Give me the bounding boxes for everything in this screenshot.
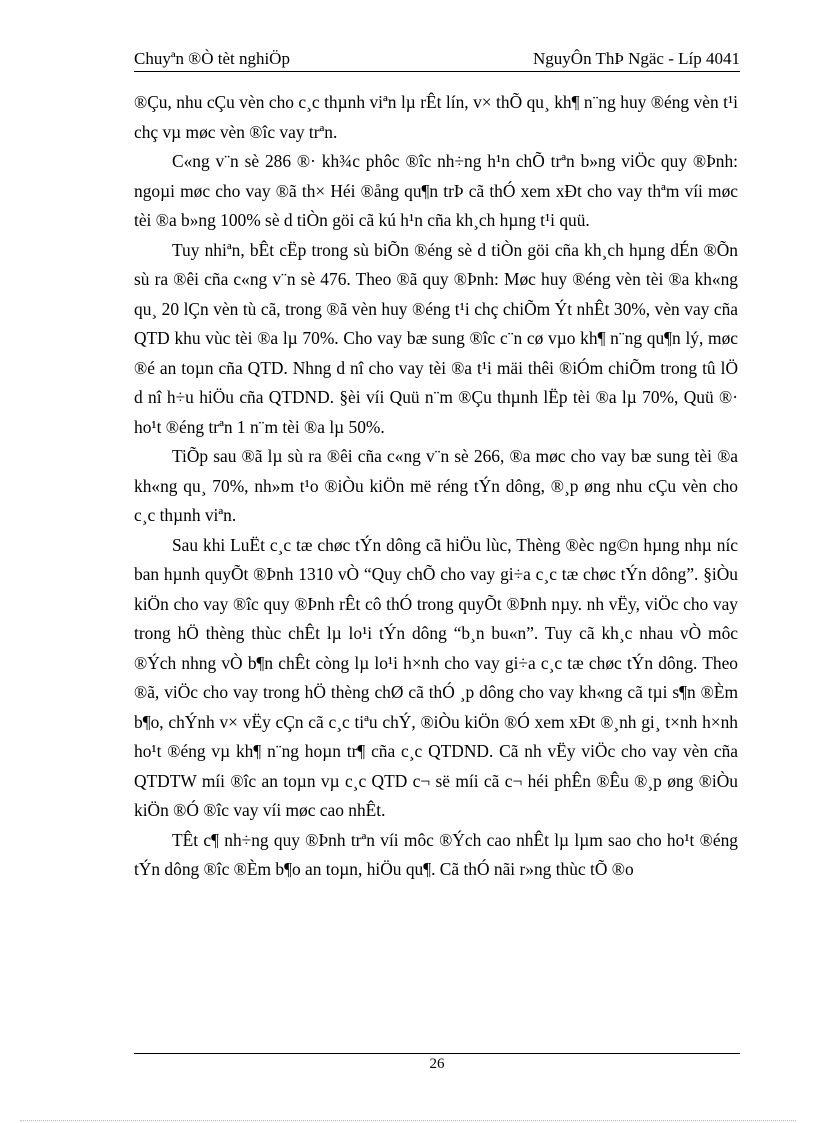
- paragraph: C«ng v¨n sè 286 ®· kh¾c phôc ®îc nh÷ng h¹n chÕ trªn b»ng viÖc quy ®Þnh: ngoµi møc cho vay ®ã th× Héi ®ång qu¶n trÞ cã thÓ xem xÐt cho vay thªm víi møc tèi ®a b»ng 100% sè d tiÒn göi cã kú h¹n cña kh¸ch hµng t¹i quü.: [134, 151, 738, 230]
- paragraph: Tuy nhiªn, bÊt cËp trong sù biÕn ®éng sè d tiÒn göi cña kh¸ch hµng dÉn ®Õn sù ra ®êi cña c«ng v¨n sè 476. Theo ®ã quy ®Þnh: Møc huy ®éng vèn tèi ®a kh«ng qu¸ 20 lÇn vèn tù cã, trong ®ã vèn huy ®éng t¹i chç chiÕm Ýt nhÊt 30%, vèn vay cña QTD khu vùc tèi ®a lµ 70%. Cho vay bæ sung ®îc c¨n cø vµo kh¶ n¨ng qu¶n lý, møc ®é an toµn cña QTD. Nhng d nî cho vay tèi ®a t¹i mäi thêi ®iÓm chiÕm trong tû lÖ d nî h÷u hiÖu cña QTDND. §èi víi Quü n¨m ®Çu thµnh lËp tèi ®a lµ 70%, Quü ®· ho¹t ®éng trªn 1 n¨m tèi ®a lµ 50%.: [134, 239, 738, 437]
- header-title: Chuyªn ®Ò tèt nghiÖp: [134, 49, 290, 68]
- body-text: [134, 88, 738, 885]
- paragraph: TiÕp sau ®ã lµ sù ra ®êi cña c«ng v¨n sè 266, ®a møc cho vay bæ sung tèi ®a kh«ng qu¸ 70%, nh»m t¹o ®iÒu kiÖn më réng tÝn dông, ®¸p øng nhu cÇu vèn cho c¸c thµnh viªn.: [134, 446, 738, 525]
- page-header: [134, 49, 740, 72]
- footer-divider: [134, 1053, 740, 1054]
- header-author: NguyÔn ThÞ Ngäc - Líp 4041: [533, 49, 740, 68]
- paragraph: Sau khi LuËt c¸c tæ chøc tÝn dông cã hiÖu lùc, Thèng ®èc ng©n hµng nhµ níc ban hµnh quyÕt ®Þnh 1310 vÒ “Quy chÕ cho vay gi÷a c¸c tæ chøc tÝn dông”. §iÒu kiÖn cho vay ®îc quy ®Þnh rÊt cô thÓ trong quyÕt ®Þnh nµy. nh vËy, viÖc cho vay trong hÖ thèng thùc chÊt lµ lo¹i tÝn dông “b¸n bu«n”. Tuy cã kh¸c nhau vÒ môc ®Ých nhng vÒ b¶n chÊt còng lµ lo¹i h×nh cho vay gi÷a c¸c tæ chøc tÝn dông. Theo ®ã, viÖc cho vay trong hÖ thèng chØ cã thÓ ¸p dông cho vay kh«ng cã tµi s¶n ®Èm b¶o, chÝnh v× vËy cÇn cã c¸c tiªu chÝ, ®iÒu kiÖn ®Ó xem xÐt ®¸nh gi¸ t×nh h×nh ho¹t ®éng vµ kh¶ n¨ng hoµn tr¶ cña c¸c QTDND. Cã nh vËy viÖc cho vay vèn cña QTDTW míi ®îc an toµn vµ c¸c QTD c¬ së míi cã c¬ héi phÊn ®Êu ®¸p øng ®iÒu kiÖn ®Ó ®îc vay víi møc cao nhÊt.: [134, 534, 738, 820]
- paragraph: ®Çu, nhu cÇu vèn cho c¸c thµnh viªn lµ rÊt lín, v× thÕ qu¸ kh¶ n¨ng huy ®éng vèn t¹i chç vµ møc vèn ®îc vay trªn.: [134, 92, 738, 142]
- page-edge-divider: [20, 1120, 796, 1121]
- page-number: 26: [429, 1056, 445, 1072]
- paragraph: TÊt c¶ nh÷ng quy ®Þnh trªn víi môc ®Ých cao nhÊt lµ lµm sao cho ho¹t ®éng tÝn dông ®îc ®Èm b¶o an toµn, hiÖu qu¶. Cã thÓ nãi r»ng thùc tÕ ®o: [134, 829, 738, 879]
